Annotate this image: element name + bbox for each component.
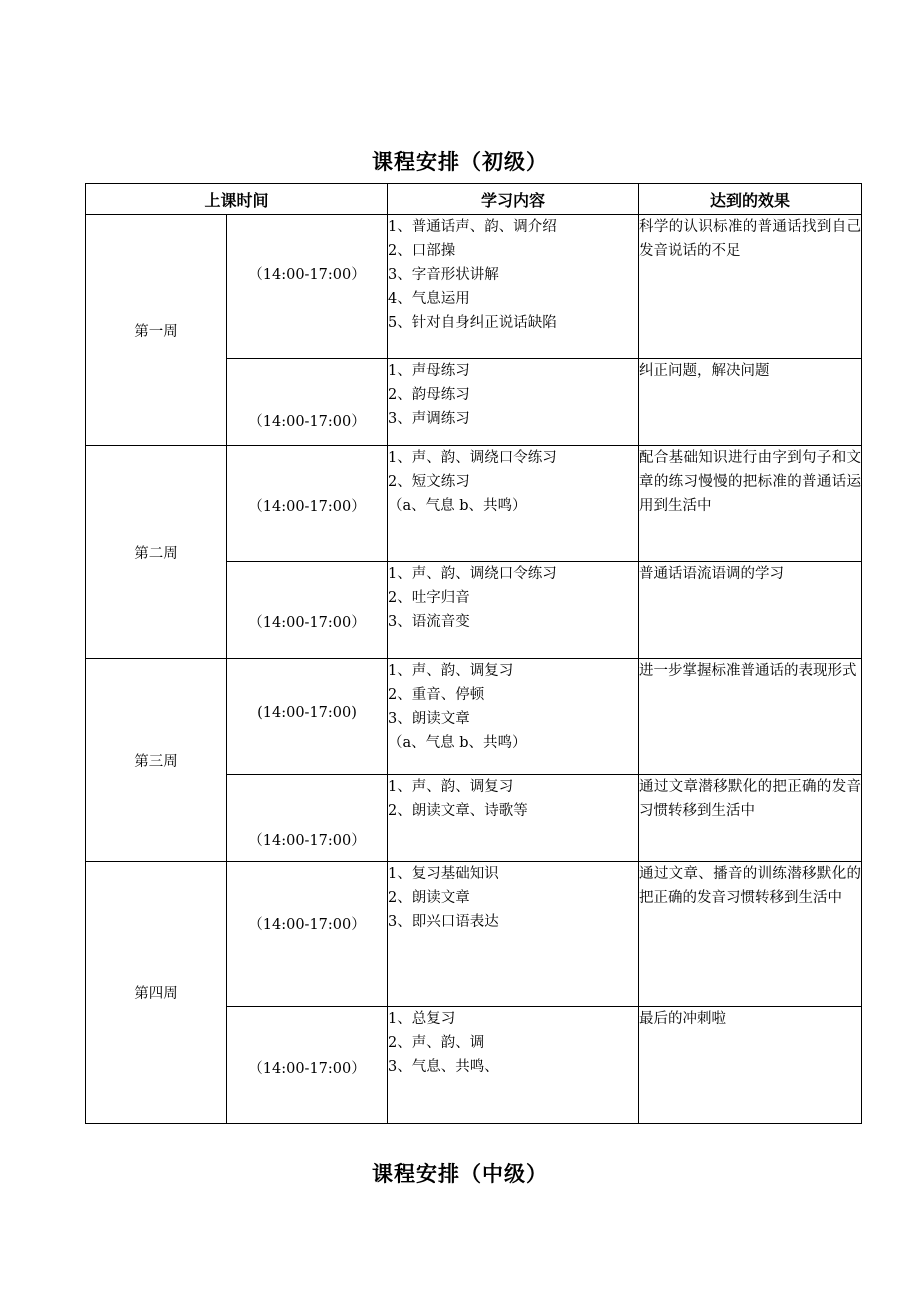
- week-label: 第四周: [86, 862, 227, 1124]
- session-time-cell: [227, 215, 388, 359]
- effect-text: 科学的认识标准的普通话找到自己发音说话的不足: [639, 219, 862, 259]
- week-label: 第一周: [86, 215, 227, 446]
- content-item: 2、吐字归音: [388, 590, 470, 606]
- session-time-cell: [227, 659, 388, 775]
- session-content: [388, 862, 639, 1007]
- content-item: 2、韵母练习: [388, 387, 470, 403]
- content-item: 1、复习基础知识: [388, 866, 499, 882]
- session-time: （14:00-17:00）: [248, 917, 366, 933]
- effect-text: 最后的冲刺啦: [639, 1011, 727, 1027]
- content-item: 2、口部操: [388, 243, 456, 259]
- session-content: [388, 359, 639, 446]
- table-row: [86, 659, 862, 775]
- session-time-cell: [227, 446, 388, 562]
- session-time: （14:00-17:00）: [248, 267, 366, 283]
- week-label: 第二周: [86, 446, 227, 659]
- content-item: 3、声调练习: [388, 411, 470, 427]
- session-content: [388, 659, 639, 775]
- effect-text: 通过文章潜移默化的把正确的发音习惯转移到生活中: [639, 779, 862, 819]
- content-item: 2、朗读文章、诗歌等: [388, 803, 528, 819]
- content-item: 3、气息、共鸣、: [388, 1059, 499, 1075]
- effect-text: 纠正问题，解决问题: [639, 363, 770, 379]
- table-row: [86, 446, 862, 562]
- session-effect: [639, 562, 862, 659]
- content-item: 2、重音、停顿: [388, 687, 485, 703]
- session-content: [388, 562, 639, 659]
- session-content: [388, 446, 639, 562]
- content-item: 1、声母练习: [388, 363, 470, 379]
- effect-text: 进一步掌握标准普通话的表现形式: [639, 663, 857, 679]
- session-time-cell: [227, 562, 388, 659]
- session-effect: [639, 446, 862, 562]
- session-effect: [639, 775, 862, 862]
- content-item: 2、朗读文章: [388, 890, 470, 906]
- effect-text: 通过文章、播音的训练潜移默化的把正确的发音习惯转移到生活中: [639, 866, 862, 906]
- session-time: （14:00-17:00）: [248, 1061, 366, 1077]
- session-effect: [639, 215, 862, 359]
- effect-text: 普通话语流语调的学习: [639, 566, 785, 582]
- session-time-cell: [227, 1007, 388, 1124]
- session-time-cell: [227, 775, 388, 862]
- session-time: （14:00-17:00）: [248, 414, 366, 430]
- effect-text: 配合基础知识进行由字到句子和文章的练习慢慢的把标准的普通话运用到生活中: [639, 450, 862, 514]
- content-item: 1、总复习: [388, 1011, 456, 1027]
- content-item: 4、气息运用: [388, 291, 470, 307]
- content-item: 5、针对自身纠正说话缺陷: [388, 315, 557, 331]
- session-effect: [639, 862, 862, 1007]
- session-effect: [639, 359, 862, 446]
- content-item: 1、声、韵、调复习: [388, 663, 514, 679]
- content-item: （a、气息 b、共鸣）: [388, 735, 527, 751]
- table-row: [86, 215, 862, 359]
- content-item: 1、声、韵、调绕口令练习: [388, 450, 557, 466]
- header-content: 学习内容: [388, 184, 639, 215]
- page-title-beginner: 课程安排（初级）: [372, 150, 548, 174]
- content-item: 1、声、韵、调复习: [388, 779, 514, 795]
- session-time: （14:00-17:00）: [248, 833, 366, 849]
- content-item: 1、声、韵、调绕口令练习: [388, 566, 557, 582]
- header-time: 上课时间: [86, 184, 388, 215]
- week-label: 第三周: [86, 659, 227, 862]
- content-item: 3、即兴口语表达: [388, 914, 499, 930]
- session-effect: [639, 659, 862, 775]
- session-effect: [639, 1007, 862, 1124]
- content-item: 3、语流音变: [388, 614, 470, 630]
- session-time-cell: [227, 862, 388, 1007]
- page-title-intermediate: 课程安排（中级）: [372, 1162, 548, 1186]
- schedule-table-beginner: [85, 183, 862, 1124]
- header-row: [86, 184, 862, 215]
- content-item: 3、朗读文章: [388, 711, 470, 727]
- content-item: 1、普通话声、韵、调介绍: [388, 219, 557, 235]
- session-content: [388, 775, 639, 862]
- content-item: 2、声、韵、调: [388, 1035, 485, 1051]
- session-content: [388, 215, 639, 359]
- table-row: [86, 862, 862, 1007]
- content-item: 3、字音形状讲解: [388, 267, 499, 283]
- session-time: (14:00-17:00): [257, 705, 357, 721]
- header-effect: 达到的效果: [639, 184, 862, 215]
- session-time-cell: [227, 359, 388, 446]
- content-item: 2、短文练习: [388, 474, 470, 490]
- session-time: （14:00-17:00）: [248, 499, 366, 515]
- content-item: （a、气息 b、共鸣）: [388, 498, 527, 514]
- session-content: [388, 1007, 639, 1124]
- session-time: （14:00-17:00）: [248, 615, 366, 631]
